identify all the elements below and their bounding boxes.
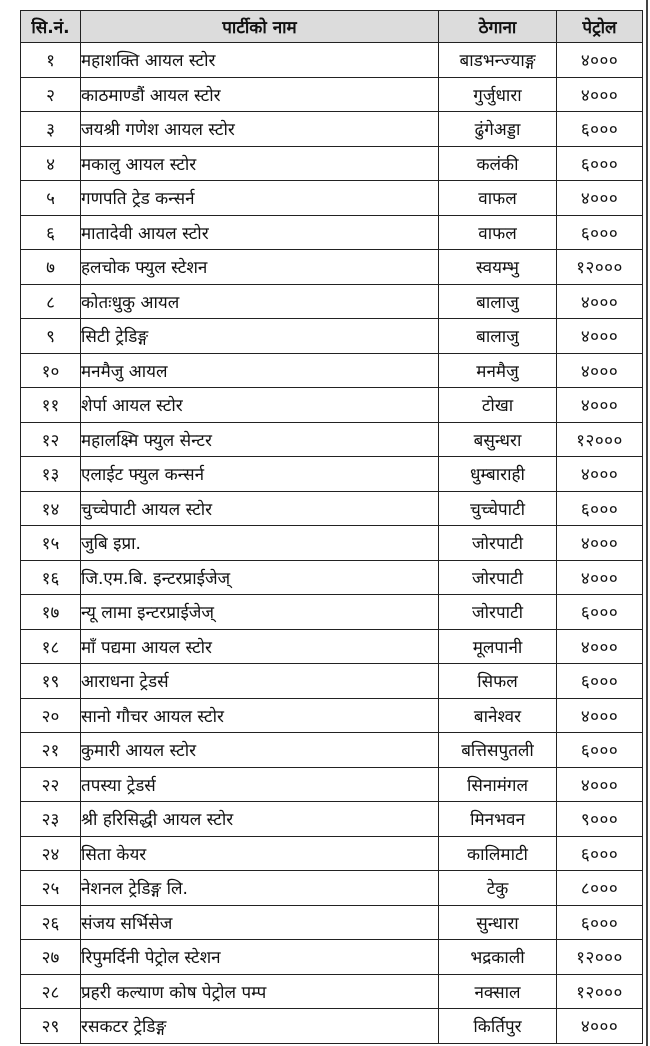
petrol-quantity-cell: ६००० [557,112,643,147]
address-cell: कालिमाटी [439,836,557,871]
table-row [21,319,643,354]
party-name-cell: कोतःधुकु आयल [81,284,439,319]
serial-number-cell: २१ [21,733,81,768]
petrol-quantity-cell: ६००० [557,733,643,768]
table-row [21,215,643,250]
table-row [21,43,643,78]
address-cell: भद्रकाली [439,940,557,975]
address-cell: सिनामंगल [439,767,557,802]
party-name-cell: मनमैजु आयल [81,353,439,388]
petrol-quantity-cell: १२००० [557,250,643,285]
party-name-cell: हलचोक फ्युल स्टेशन [81,250,439,285]
petrol-quantity-cell: ६००० [557,905,643,940]
table-row [21,181,643,216]
petrol-quantity-cell: ४००० [557,1009,643,1044]
serial-number-cell: २ [21,77,81,112]
table-row [21,1009,643,1044]
petrol-quantity-cell: ४००० [557,77,643,112]
serial-number-cell: १३ [21,457,81,492]
serial-number-cell: १७ [21,595,81,630]
address-cell: जोरपाटी [439,526,557,561]
party-name-cell: जुबि इप्रा. [81,526,439,561]
table-row [21,422,643,457]
serial-number-cell: ५ [21,181,81,216]
serial-number-cell: ११ [21,388,81,423]
petrol-quantity-cell: ४००० [557,457,643,492]
address-cell: सिफल [439,664,557,699]
table-row [21,698,643,733]
address-cell: टेकु [439,871,557,906]
party-name-cell: नेशनल ट्रेडिङ्ग लि. [81,871,439,906]
petrol-quantity-cell: ६००० [557,595,643,630]
address-cell: किर्तिपुर [439,1009,557,1044]
party-name-cell: गणपति ट्रेड कन्सर्न [81,181,439,216]
party-name-cell: संजय सर्भिसेज [81,905,439,940]
address-cell: सुन्धारा [439,905,557,940]
address-cell: बसुन्धरा [439,422,557,457]
address-cell: कलंकी [439,146,557,181]
table-row [21,77,643,112]
party-name-cell: न्यू लामा इन्टरप्राईजेज् [81,595,439,630]
petrol-quantity-cell: ४००० [557,319,643,354]
table-row [21,388,643,423]
table-row [21,767,643,802]
table-row [21,560,643,595]
address-cell: वाफल [439,215,557,250]
table-row [21,905,643,940]
serial-number-cell: १९ [21,664,81,699]
petrol-quantity-cell: ४००० [557,353,643,388]
petrol-quantity-cell: ४००० [557,698,643,733]
table-row [21,250,643,285]
serial-number-cell: २८ [21,974,81,1009]
petrol-quantity-cell: ८००० [557,871,643,906]
table-row [21,457,643,492]
serial-number-cell: २५ [21,871,81,906]
serial-number-cell: २३ [21,802,81,837]
table-row [21,526,643,561]
serial-number-cell: १५ [21,526,81,561]
petrol-quantity-cell: ४००० [557,43,643,78]
party-name-cell: मातादेवी आयल स्टोर [81,215,439,250]
address-cell: वाफल [439,181,557,216]
table-row [21,595,643,630]
petrol-quantity-cell: १२००० [557,974,643,1009]
table-row [21,664,643,699]
address-cell: टोखा [439,388,557,423]
petrol-quantity-cell: ४००० [557,629,643,664]
address-cell: मनमैजु [439,353,557,388]
party-name-cell: तपस्या ट्रेडर्स [81,767,439,802]
table-row [21,353,643,388]
serial-number-cell: १६ [21,560,81,595]
party-name-cell: श्री हरिसिद्धी आयल स्टोर [81,802,439,837]
party-name-cell: सिता केयर [81,836,439,871]
serial-number-cell: २४ [21,836,81,871]
party-name-cell: आराधना ट्रेडर्स [81,664,439,699]
serial-number-cell: ८ [21,284,81,319]
serial-number-cell: १४ [21,491,81,526]
header-party-name: पार्टीको नाम [81,11,439,43]
page-edge-line [646,0,648,1046]
table-row [21,802,643,837]
party-name-cell: शेर्पा आयल स्टोर [81,388,439,423]
petrol-quantity-cell: ४००० [557,526,643,561]
header-address: ठेगाना [439,11,557,43]
address-cell: चुच्चेपाटी [439,491,557,526]
serial-number-cell: २७ [21,940,81,975]
petrol-quantity-cell: ४००० [557,767,643,802]
address-cell: बत्तिसपुतली [439,733,557,768]
petrol-quantity-cell: ९००० [557,802,643,837]
party-name-cell: रसकटर ट्रेडिङ्ग [81,1009,439,1044]
table-row [21,146,643,181]
serial-number-cell: ६ [21,215,81,250]
party-name-cell: महाशक्ति आयल स्टोर [81,43,439,78]
header-row [21,11,643,43]
address-cell: गुर्जुधारा [439,77,557,112]
address-cell: बालाजु [439,284,557,319]
party-name-cell: जि.एम.बि. इन्टरप्राईजेज् [81,560,439,595]
address-cell: ढुंगेअड्डा [439,112,557,147]
party-name-cell: सानो गौचर आयल स्टोर [81,698,439,733]
party-name-cell: मकालु आयल स्टोर [81,146,439,181]
petrol-quantity-cell: ४००० [557,181,643,216]
party-name-cell: माँ पद्यमा आयल स्टोर [81,629,439,664]
serial-number-cell: २० [21,698,81,733]
address-cell: मिनभवन [439,802,557,837]
table-body [21,43,643,1044]
table-row [21,112,643,147]
serial-number-cell: २६ [21,905,81,940]
party-name-cell: कुमारी आयल स्टोर [81,733,439,768]
party-name-cell: रिपुमर्दिनी पेट्रोल स्टेशन [81,940,439,975]
petrol-quantity-cell: १२००० [557,422,643,457]
serial-number-cell: ९ [21,319,81,354]
serial-number-cell: ४ [21,146,81,181]
party-name-cell: प्रहरी कल्याण कोष पेट्रोल पम्प [81,974,439,1009]
petrol-quantity-cell: ६००० [557,146,643,181]
table-row [21,629,643,664]
petrol-quantity-cell: ४००० [557,560,643,595]
serial-number-cell: ७ [21,250,81,285]
party-name-cell: महालक्ष्मि फ्युल सेन्टर [81,422,439,457]
table-row [21,733,643,768]
address-cell: नक्साल [439,974,557,1009]
table-row [21,871,643,906]
table-header [21,11,643,43]
party-name-cell: सिटी ट्रेडिङ्ग [81,319,439,354]
address-cell: स्वयम्भु [439,250,557,285]
petrol-quantity-cell: ६००० [557,491,643,526]
petrol-allocation-table [20,10,643,1044]
table-row [21,836,643,871]
address-cell: बानेश्वर [439,698,557,733]
serial-number-cell: २९ [21,1009,81,1044]
table-row [21,974,643,1009]
petrol-quantity-cell: ६००० [557,215,643,250]
party-name-cell: चुच्चेपाटी आयल स्टोर [81,491,439,526]
header-serial-number: सि.नं. [21,11,81,43]
address-cell: बाडभन्ज्याङ्ग [439,43,557,78]
serial-number-cell: २२ [21,767,81,802]
party-name-cell: एलाईट फ्युल कन्सर्न [81,457,439,492]
address-cell: बालाजु [439,319,557,354]
petrol-quantity-cell: ६००० [557,836,643,871]
serial-number-cell: १० [21,353,81,388]
table-row [21,940,643,975]
address-cell: धुम्बाराही [439,457,557,492]
petrol-quantity-cell: ६००० [557,664,643,699]
petrol-quantity-cell: ४००० [557,388,643,423]
petrol-quantity-cell: ४००० [557,284,643,319]
petrol-quantity-cell: १२००० [557,940,643,975]
address-cell: जोरपाटी [439,560,557,595]
table-row [21,491,643,526]
serial-number-cell: १८ [21,629,81,664]
serial-number-cell: ३ [21,112,81,147]
party-name-cell: काठमाण्डौं आयल स्टोर [81,77,439,112]
header-petrol: पेट्रोल [557,11,643,43]
serial-number-cell: १२ [21,422,81,457]
address-cell: मूलपानी [439,629,557,664]
serial-number-cell: १ [21,43,81,78]
address-cell: जोरपाटी [439,595,557,630]
table-row [21,284,643,319]
party-name-cell: जयश्री गणेश आयल स्टोर [81,112,439,147]
